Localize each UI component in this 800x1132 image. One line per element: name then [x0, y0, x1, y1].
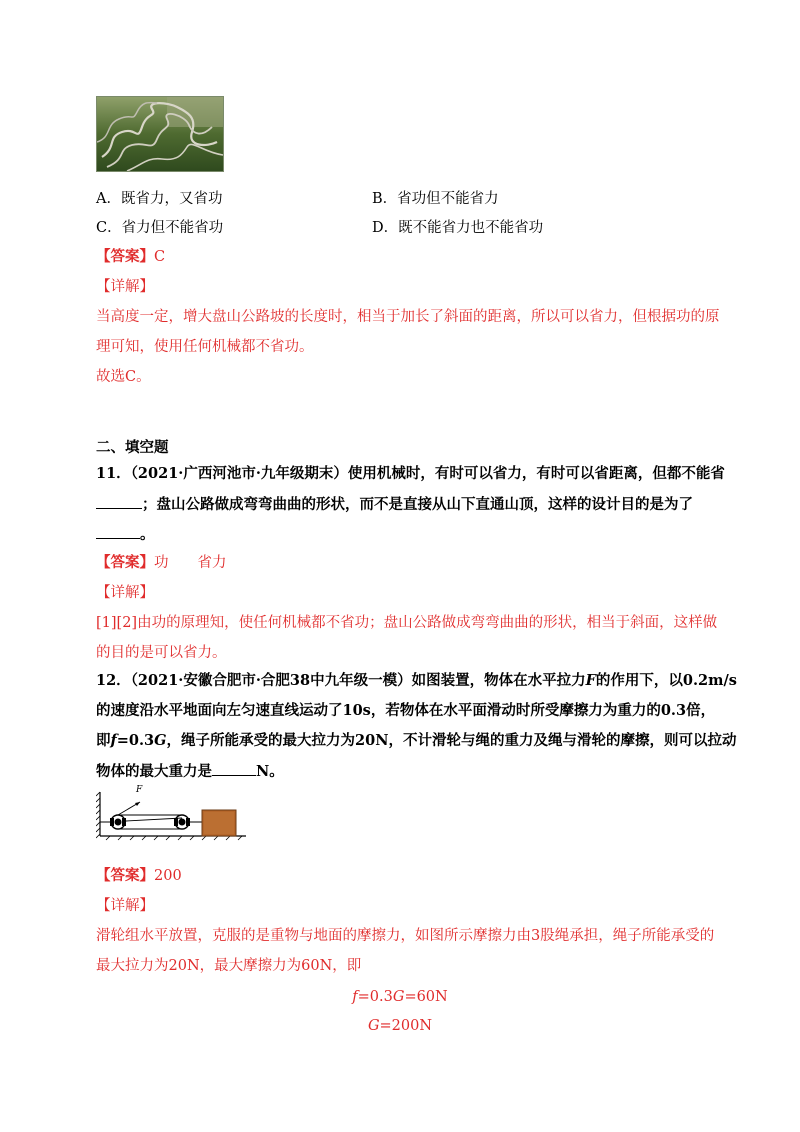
option-c: C．省力但不能省功 — [96, 220, 224, 236]
q10-detail-line1: 当高度一定，增大盘山公路坡的长度时，相当于加长了斜面的距离，所以可以省力，但根据功的原 — [96, 309, 720, 325]
q10-detail-line3: 故选C。 — [96, 369, 151, 385]
q12-answer — [96, 866, 182, 886]
q12-line1 — [96, 671, 737, 691]
q12-line3 — [96, 731, 736, 751]
eq1-part-a: =0.3 — [357, 989, 393, 1005]
q11-line2 — [96, 494, 693, 515]
q12-detail-line1: 滑轮组水平放置，克服的是重物与地面的摩擦力，如图所示摩擦力由3股绳承担，绳子所能承受的 — [96, 928, 715, 944]
q12-var-g: G — [154, 732, 167, 749]
q10-detail-tag: 【详解】 — [96, 279, 154, 295]
diagram-force-label: F — [136, 785, 143, 795]
q12-text1b: 的作用下，以0.2m/s — [595, 672, 737, 689]
eq2-rest: =200N — [379, 1018, 433, 1034]
answer-value: 200 — [154, 868, 182, 884]
q11-number: 11． — [96, 465, 131, 482]
option-a: A．既省力，又省功 — [96, 191, 223, 207]
q11-source: （2021·广西河池市·九年级期末） — [130, 465, 348, 482]
option-d: D．既不能省力也不能省功 — [372, 220, 544, 236]
q12-detail-tag: 【详解】 — [96, 898, 154, 914]
q11-text2: ；盘山公路做成弯弯曲曲的形状，而不是直接从山下直通山顶，这样的设计目的是为了 — [142, 496, 693, 513]
eq1-var-g: G — [392, 989, 405, 1005]
q11-detail-line1: [1][2]由功的原理知，使任何机械都不省功；盘山公路做成弯弯曲曲的形状，相当于斜面，这样做 — [96, 615, 718, 631]
q10-detail-line2: 理可知，使用任何机械都不省功。 — [96, 339, 314, 355]
q12-text1a: 如图装置，物体在水平拉力 — [411, 672, 586, 689]
winding-road-image — [97, 97, 223, 171]
q11-detail-tag: 【详解】 — [96, 585, 154, 601]
q11-answer — [96, 553, 227, 573]
q12-text3b: =0.3 — [116, 732, 155, 749]
q12-text3c: ，绳子所能承受的最大拉力为20N，不计滑轮与绳的重力及绳与滑轮的摩擦，则可以拉动 — [166, 732, 737, 749]
answer-value: C — [154, 249, 166, 265]
answer-tag: 【答案】 — [96, 248, 154, 265]
q12-number: 12． — [96, 672, 131, 689]
q12-line2: 的速度沿水平地面向左匀速直线运动了10s，若物体在水平面滑动时所受摩擦力为重力的0.3倍， — [96, 702, 716, 719]
eq1-part-b: =60N — [404, 989, 448, 1005]
q12-detail-line2: 最大拉力为20N，最大摩擦力为60N，即 — [96, 958, 362, 974]
q12-line4 — [96, 761, 284, 782]
eq1-var-f: f — [352, 989, 358, 1005]
q11-line1 — [96, 464, 725, 484]
pulley-system-figure — [96, 790, 246, 842]
answer-tag: 【答案】 — [96, 554, 154, 571]
q10-answer — [96, 247, 165, 267]
mountain-road-photo — [96, 96, 224, 172]
q11-text1: 使用机械时，有时可以省力，有时可以省距离，但都不能省 — [347, 465, 725, 482]
q11-line3 — [96, 524, 155, 545]
q11-blank2 — [96, 524, 140, 539]
answer-value: 功 省力 — [154, 555, 227, 571]
equation-2 — [0, 1016, 800, 1036]
option-b: B．省功但不能省力 — [372, 191, 499, 207]
eq2-var-g: G — [367, 1018, 380, 1034]
section-title: 二、填空题 — [96, 439, 169, 456]
q12-text3a: 即 — [96, 732, 111, 749]
q12-blank — [212, 761, 256, 776]
q11-blank1 — [96, 494, 142, 509]
q12-text4a: 物体的最大重力是 — [96, 763, 212, 780]
q11-text3-end: 。 — [140, 526, 155, 543]
q12-var-f: f — [110, 732, 117, 749]
q12-source: （2021·安徽合肥市·合肥38中九年级一模） — [130, 672, 412, 689]
q12-text4b: N。 — [256, 763, 284, 780]
equation-1 — [0, 987, 800, 1007]
q11-detail-line2: 的目的是可以省力。 — [96, 645, 227, 661]
q12-var-f-upper: F — [585, 672, 596, 689]
answer-tag: 【答案】 — [96, 867, 154, 884]
pulley-diagram — [96, 785, 246, 842]
